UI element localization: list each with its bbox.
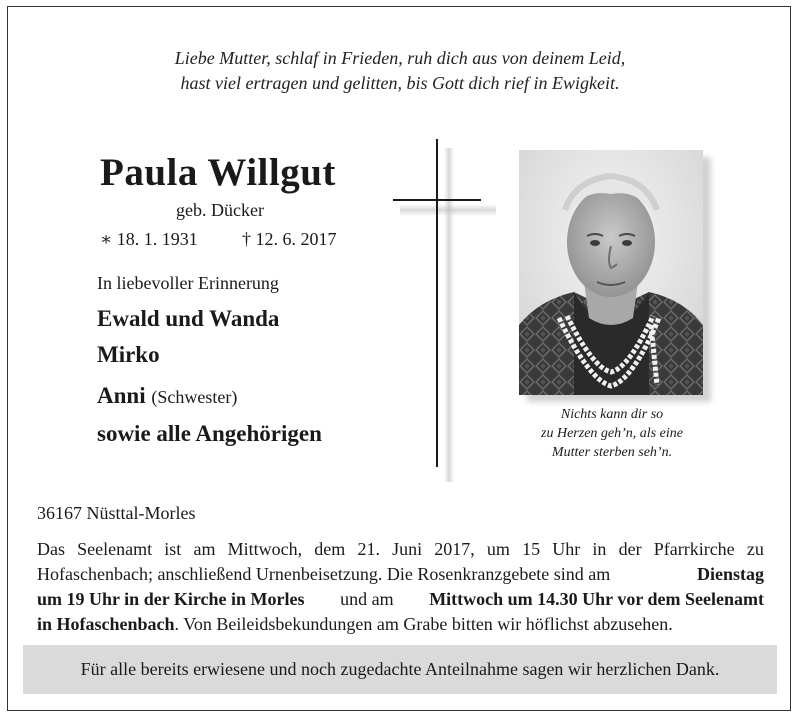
portrait-photo — [519, 150, 703, 395]
life-dates — [100, 229, 337, 250]
mourner-relation: (Schwester) — [151, 387, 238, 407]
service-announcement — [37, 537, 764, 637]
mourner-name: Anni (Schwester) — [97, 383, 238, 408]
remembrance-intro: In liebevoller Erinnerung — [97, 273, 279, 293]
caption-line-3: Mutter sterben seh’n. — [551, 445, 673, 460]
birth-name: geb. Dücker — [176, 200, 264, 220]
death-date: † 12. 6. 2017 — [242, 229, 337, 249]
announcement-line-4: in Hofaschenbach . Von Beileidsbekundungen am Grabe bitten wir höflichst abzusehen. — [37, 614, 673, 634]
verse-line-2: hast viel ertragen und gelitten, bis Gott dich rief in Ewigkeit. — [180, 73, 620, 93]
cross-icon — [436, 139, 438, 467]
caption-line-2: zu Herzen geh’n, als eine — [541, 426, 683, 441]
cross-icon — [393, 199, 481, 201]
thanks-text: Für alle bereits erwiesene und noch zugedachte Anteilnahme sagen wir herzlichen Dank. — [80, 659, 720, 679]
announcement-line-3: um 19 Uhr in der Kirche in Morles und am Mittwoch um 14.30 Uhr vor dem Seelenamt — [37, 589, 764, 609]
announcement-line-1: Das Seelenamt ist am Mittwoch, dem 21. Juni 2017, um 15 Uhr in der Pfarrkirche zu — [37, 539, 764, 559]
verse — [0, 46, 800, 96]
mourner-name: Ewald und Wanda — [97, 306, 280, 331]
birth-date: ∗ 18. 1. 1931 — [100, 229, 198, 249]
cross-shadow — [400, 204, 496, 216]
verse-line-1: Liebe Mutter, schlaf in Frieden, ruh dich aus von deinem Leid, — [174, 48, 626, 68]
caption-line-1: Nichts kann dir so — [560, 407, 664, 422]
photo-caption — [500, 405, 724, 462]
mourner-name: sowie alle Angehörigen — [97, 421, 322, 446]
announcement-line-2: Hofaschenbach; anschließend Urnenbeisetzung. Die Rosenkranzgebete sind am Dienstag — [37, 564, 764, 584]
mourner-name: Mirko — [97, 342, 160, 367]
family-address: 36167 Nüsttal-Morles — [37, 503, 196, 523]
thanks-banner — [23, 645, 777, 694]
deceased-name: Paula Willgut — [100, 151, 336, 194]
